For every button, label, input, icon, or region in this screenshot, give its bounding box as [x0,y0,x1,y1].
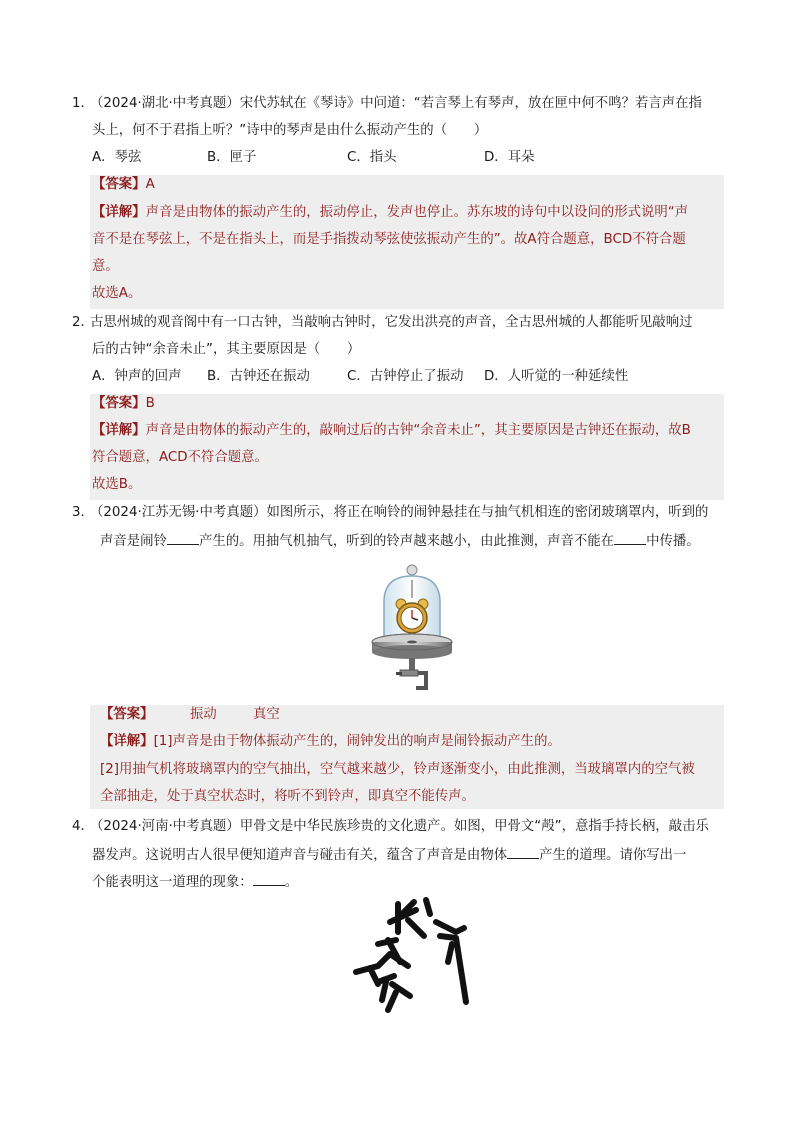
q2-number: 2． [72,315,94,330]
q1-detail-line2: 音不是在琴弦上，不是在指头上，而是手指拨动琴弦使弦振动产生的”。故A符合题意，BCD不符合题 [92,232,686,247]
q2-stem-line1: 古思州城的观音阁中有一口古钟，当敲响古钟时，它发出洪亮的声音，全古思州城的人都能听见敲响过 [90,315,693,330]
q2-stem-line2: 后的古钟“余音未止”，其主要原因是（ ） [92,342,361,357]
q2-answer-value: B [145,396,155,411]
q3-detail-label: 【详解】 [100,734,154,749]
q4-number: 4． [72,819,94,834]
q1-detail-line1: 声音是由物体的振动产生的，振动停止，发声也停止。苏东坡的诗句中以设问的形式说明“声 [145,205,689,220]
q4-stem-line2-a: 器发声。这说明古人很早便知道声音与碰击有关，蕴含了声音是由物体 [92,848,508,863]
q4-blank-1[interactable] [507,844,539,859]
q1-answer-value: A [145,177,155,192]
oracle-bone-character-image [348,892,478,1017]
q2-option-b: B．古钟还在振动 [207,369,310,384]
q1-option-b: B．匣子 [207,150,257,165]
q1-option-d: D．耳朵 [484,150,535,165]
q1-option-a: A．琴弦 [92,150,142,165]
q1-stem-line2: 头上，何不于君指上听？”诗中的琴声是由什么振动产生的（ ） [92,123,488,138]
q4-stem-line3-a: 个能表明这一道理的现象： [92,875,253,890]
q2-detail-label: 【详解】 [92,423,146,438]
q3-blank-2[interactable] [614,530,646,545]
q2-choice: 故选B。 [92,477,142,492]
q2-answer-block [90,394,724,500]
q3-stem-line2-a: 声音是闹铃 [100,534,167,549]
q3-detail-line1: [1]声音是由于物体振动产生的，闹钟发出的响声是闹铃振动产生的。 [153,734,561,749]
q3-answer-block [90,705,724,809]
q2-detail-line1: 声音是由物体的振动产生的，敲响过后的古钟“余音未止”，其主要原因是古钟还在振动，故B [145,423,691,438]
q1-choice: 故选A。 [92,286,142,301]
q4-stem-line2-b: 产生的道理。请你写出一 [539,848,687,863]
q1-option-c: C．指头 [347,150,397,165]
q4-stem-line2 [92,844,686,866]
q1-detail-line3: 意。 [92,259,119,274]
q3-stem-line1: （2024·江苏无锡·中考真题）如图所示，将正在响铃的闹钟悬挂在与抽气机相连的密闭玻璃罩内，听到的 [90,505,709,520]
q1-detail-label: 【详解】 [92,205,146,220]
q4-stem-line3-b: 。 [284,875,299,890]
q2-detail-line2: 符合题意，ACD不符合题意。 [92,450,268,465]
q1-answer-block [90,175,724,309]
q3-answer-2: 真空 [253,707,280,722]
q2-option-c: C．古钟停止了振动 [347,369,464,384]
q3-stem-line2-b: 产生的。用抽气机抽气，听到的铃声越来越小，由此推测，声音不能在 [198,534,615,549]
q3-blank-1[interactable] [167,530,199,545]
q4-stem-line3 [92,871,298,893]
q3-detail-line3: 全部抽走，处于真空状态时，将听不到铃声，即真空不能传声。 [100,789,475,804]
q3-stem-line2 [100,530,700,552]
q3-detail-line2: [2]用抽气机将玻璃罩内的空气抽出，空气越来越少，铃声逐渐变小，由此推测，当玻璃罩内的空气被 [100,762,695,777]
q2-answer-label: 【答案】 [92,396,146,411]
q2-option-d: D．人听觉的一种延续性 [484,369,629,384]
q3-answer-label: 【答案】 [100,707,154,722]
bell-jar-alarm-clock-illustration [364,562,464,698]
q3-number: 3． [72,505,94,520]
q1-number: 1． [72,96,94,111]
q4-blank-2[interactable] [253,871,285,886]
q3-answer-1: 振动 [190,707,217,722]
q4-stem-line1: （2024·河南·中考真题）甲骨文是中华民族珍贵的文化遗产。如图，甲骨文“殸”，意指手持长柄，敲击乐 [90,819,709,834]
q1-answer-label: 【答案】 [92,177,146,192]
q1-stem-line1: （2024·湖北·中考真题）宋代苏轼在《琴诗》中问道：“若言琴上有琴声，放在匣中何不鸣？若言声在指 [90,96,702,111]
q3-stem-line2-c: 中传播。 [646,534,700,549]
q2-option-a: A．钟声的回声 [92,369,182,384]
